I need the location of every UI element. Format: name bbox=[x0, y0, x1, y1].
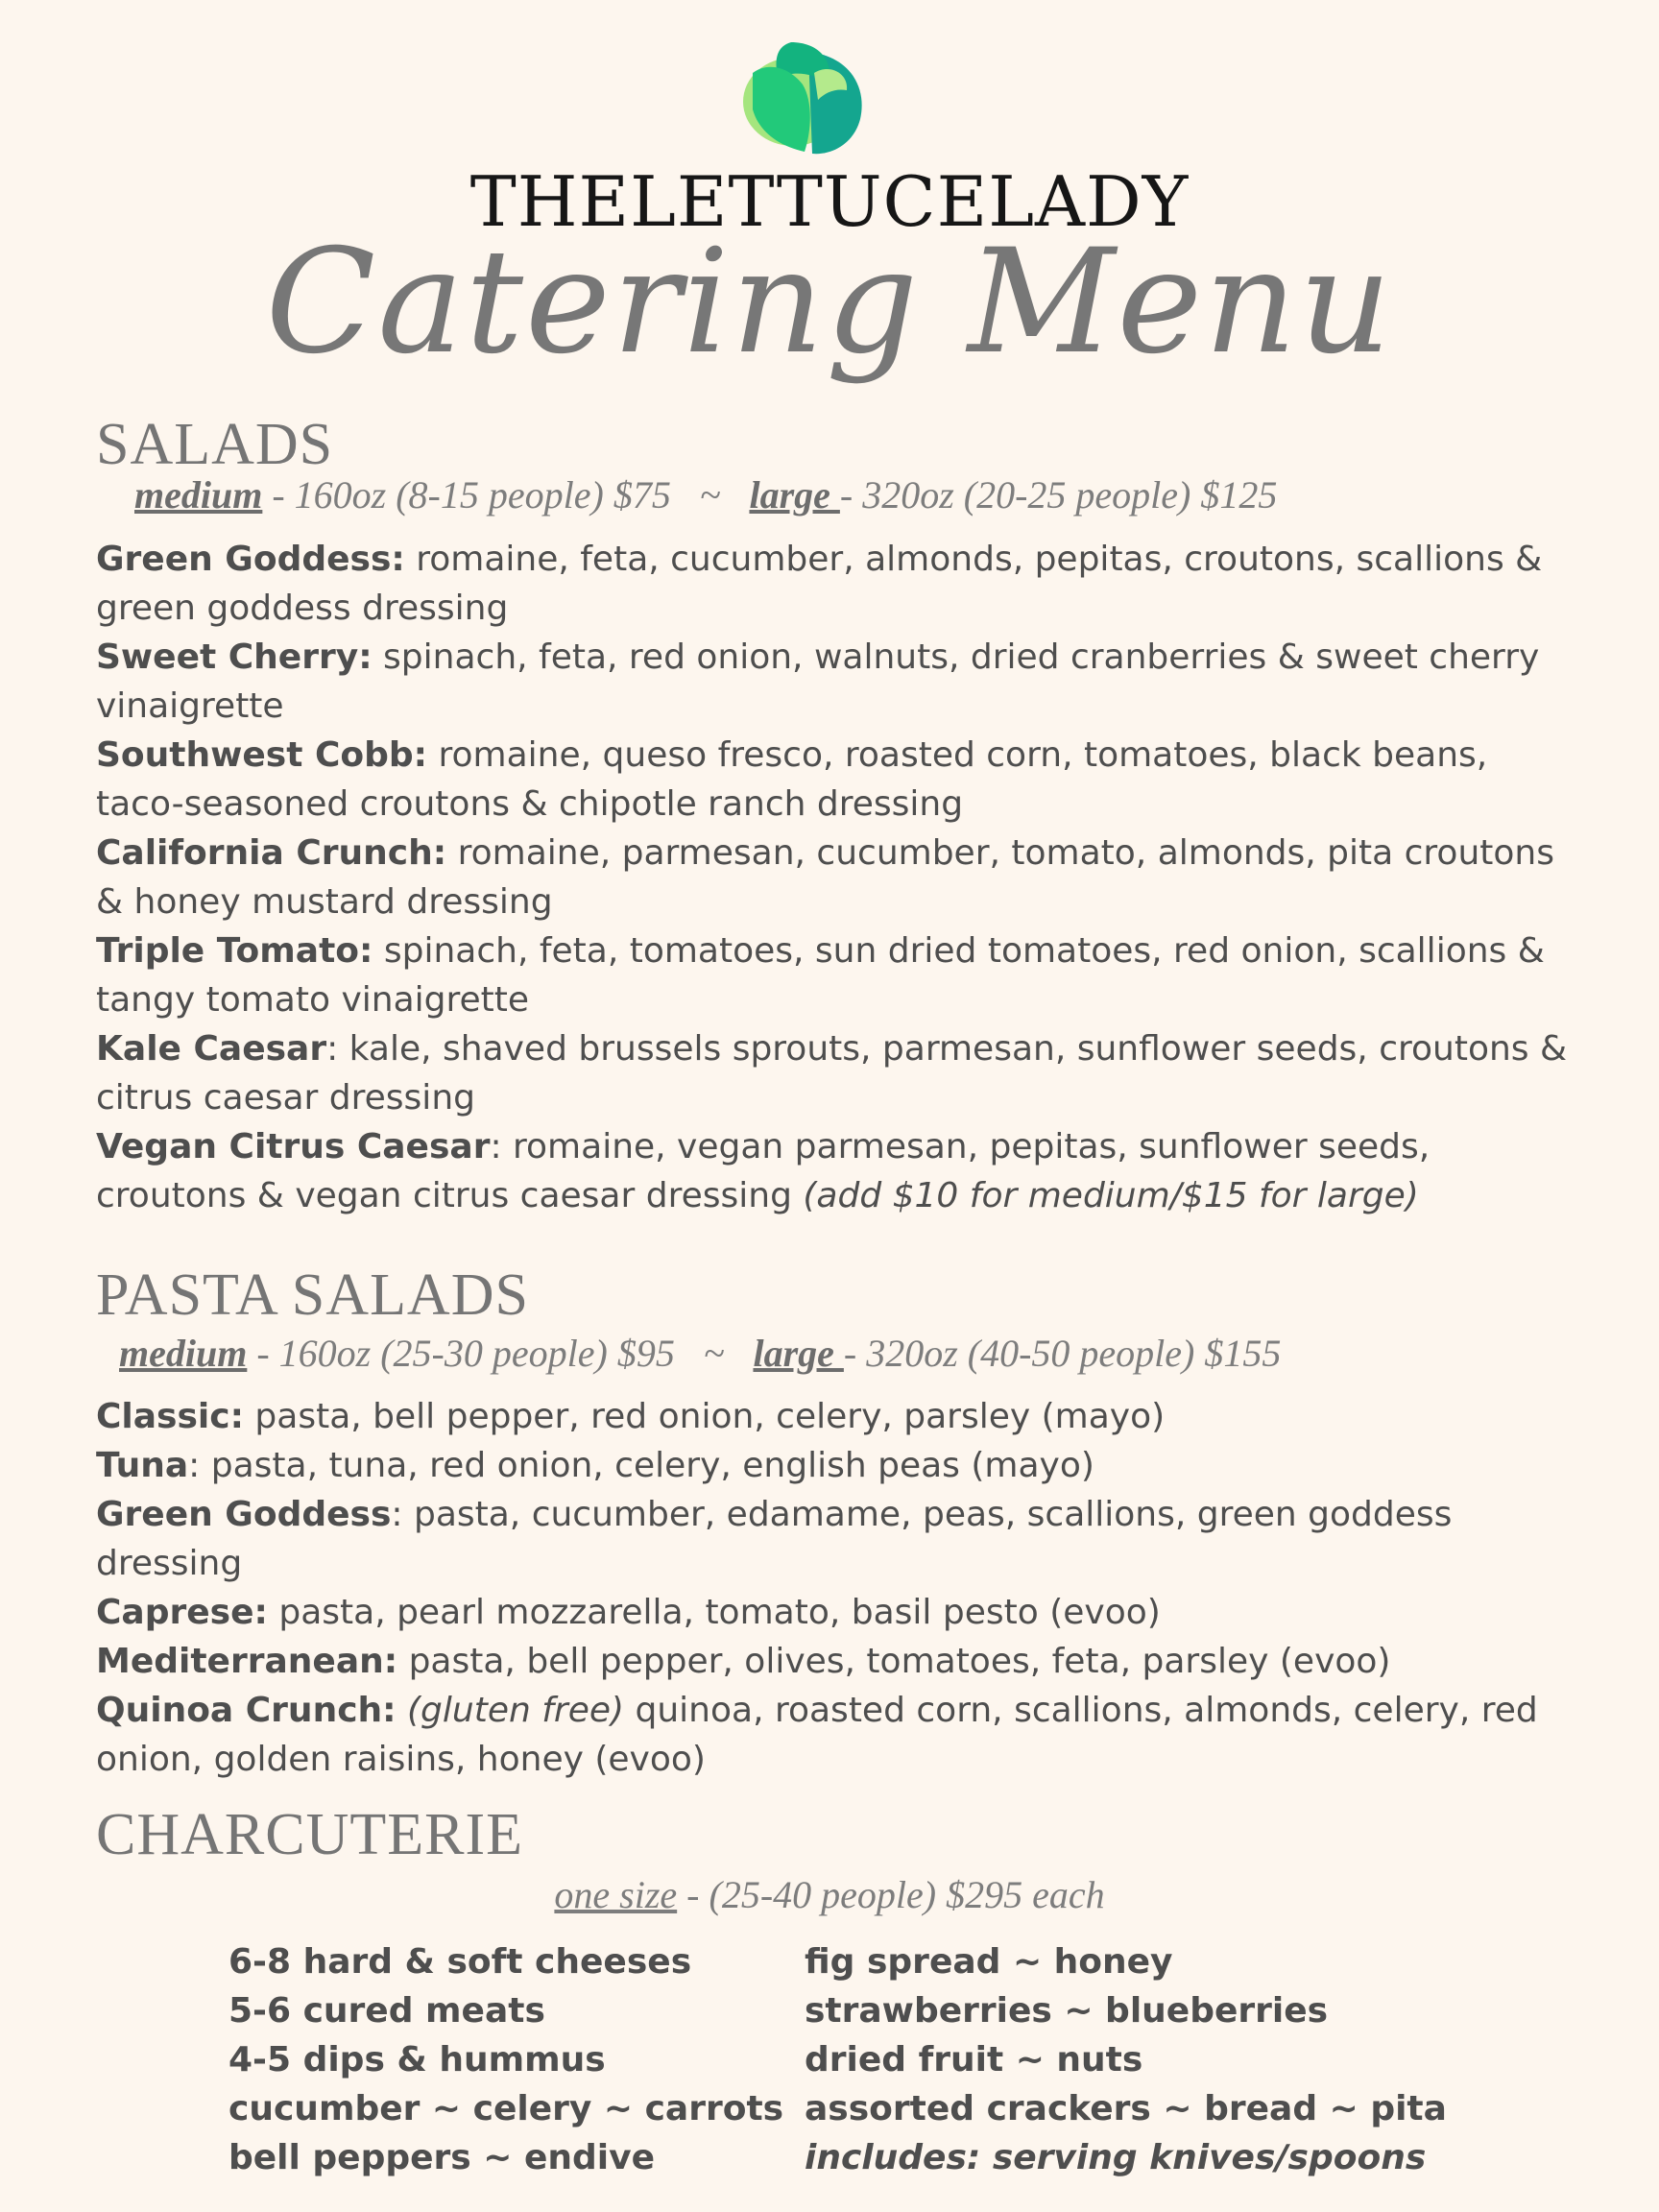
charcuterie-size-label: one size bbox=[554, 1873, 678, 1916]
salad-name: Triple Tomato: bbox=[96, 931, 373, 971]
salad-desc: romaine, queso fresco, roasted corn, tomatoes, black beans, taco-seasoned croutons & chipotle ranch dressing bbox=[96, 735, 1488, 824]
pasta-medium-label: medium bbox=[119, 1332, 248, 1375]
pasta-item bbox=[96, 1686, 1575, 1784]
charcuterie-item: dried fruit ~ nuts bbox=[805, 2040, 1143, 2080]
salad-name: Vegan Citrus Caesar bbox=[96, 1127, 491, 1166]
pasta-name: Green Goddess bbox=[96, 1495, 392, 1534]
pasta-desc: pasta, bell pepper, olives, tomatoes, feta, parsley (evoo) bbox=[397, 1642, 1391, 1681]
salad-name: Green Goddess: bbox=[96, 540, 405, 579]
pasta-item bbox=[96, 1392, 1575, 1441]
brand-wordmark: THELETTUCELADY bbox=[469, 161, 1190, 242]
charcuterie-right-column bbox=[805, 1937, 1447, 2182]
charcuterie-item: strawberries ~ blueberries bbox=[805, 1991, 1329, 2031]
pasta-salads-heading: PASTA SALADS bbox=[96, 1262, 529, 1328]
salads-price-separator: ~ bbox=[699, 473, 721, 517]
salad-desc: romaine, parmesan, cucumber, tomato, almonds, pita croutons & honey mustard dressing bbox=[96, 833, 1554, 922]
pasta-price-separator: ~ bbox=[703, 1332, 725, 1375]
salad-desc: : romaine, vegan parmesan, pepitas, sunflower seeds, croutons & vegan citrus caesar dressing bbox=[96, 1127, 1431, 1215]
charcuterie-item: fig spread ~ honey bbox=[805, 1942, 1173, 1982]
pasta-item bbox=[96, 1490, 1575, 1588]
salad-item bbox=[96, 926, 1575, 1024]
charcuterie-price-line bbox=[0, 1872, 1659, 1917]
salad-item bbox=[96, 731, 1575, 829]
salad-item bbox=[96, 1122, 1575, 1220]
salad-item bbox=[96, 535, 1575, 633]
salad-desc: romaine, feta, cucumber, almonds, pepitas, croutons, scallions & green goddess dressing bbox=[96, 540, 1543, 628]
salad-desc: : kale, shaved brussels sprouts, parmesan, sunflower seeds, croutons & citrus caesar dressing bbox=[96, 1029, 1568, 1118]
pasta-desc: : pasta, tuna, red onion, celery, english peas (mayo) bbox=[188, 1446, 1094, 1485]
salads-heading: SALADS bbox=[96, 412, 334, 477]
charcuterie-item: 6-8 hard & soft cheeses bbox=[228, 1942, 692, 1982]
charcuterie-heading: CHARCUTERIE bbox=[96, 1802, 523, 1867]
salads-medium-label: medium bbox=[134, 473, 263, 517]
catering-menu-title: Catering Menu bbox=[265, 219, 1394, 386]
pasta-name: Mediterranean: bbox=[96, 1642, 398, 1681]
pasta-item bbox=[96, 1441, 1575, 1490]
pasta-name: Classic: bbox=[96, 1397, 244, 1436]
charcuterie-item: assorted crackers ~ bread ~ pita bbox=[805, 2089, 1447, 2128]
pasta-desc: quinoa, roasted corn, scallions, almonds, celery, red onion, golden raisins, honey (evoo) bbox=[96, 1691, 1538, 1779]
charcuterie-item: 4-5 dips & hummus bbox=[228, 2040, 606, 2080]
salad-note: (add $10 for medium/$15 for large) bbox=[803, 1176, 1419, 1215]
pasta-name: Caprese: bbox=[96, 1593, 268, 1632]
salads-large-price: - 320oz (20-25 people) $125 bbox=[839, 473, 1278, 517]
pasta-large-label: large bbox=[753, 1332, 844, 1375]
pasta-name: Tuna bbox=[96, 1446, 189, 1485]
salad-name: Kale Caesar bbox=[96, 1029, 327, 1069]
charcuterie-item: cucumber ~ celery ~ carrots bbox=[228, 2089, 784, 2128]
salad-name: California Crunch: bbox=[96, 833, 447, 873]
salad-item bbox=[96, 1024, 1575, 1122]
salad-desc: spinach, feta, tomatoes, sun dried tomatoes, red onion, scallions & tangy tomato vinaigrette bbox=[96, 931, 1545, 1020]
charcuterie-includes-note: includes: serving knives/spoons bbox=[805, 2138, 1427, 2177]
pasta-desc: pasta, bell pepper, red onion, celery, parsley (mayo) bbox=[243, 1397, 1166, 1436]
pasta-desc: pasta, pearl mozzarella, tomato, basil pesto (evoo) bbox=[267, 1593, 1161, 1632]
salads-large-label: large bbox=[749, 473, 840, 517]
pasta-item bbox=[96, 1588, 1575, 1637]
salad-desc: spinach, feta, red onion, walnuts, dried cranberries & sweet cherry vinaigrette bbox=[96, 637, 1540, 726]
pasta-price-line bbox=[119, 1331, 1281, 1376]
salads-price-line bbox=[134, 472, 1277, 517]
charcuterie-item: bell peppers ~ endive bbox=[228, 2138, 655, 2177]
charcuterie-item: 5-6 cured meats bbox=[228, 1991, 545, 2031]
salads-medium-price: - 160oz (8-15 people) $75 bbox=[262, 473, 671, 517]
pasta-large-price: - 320oz (40-50 people) $155 bbox=[843, 1332, 1282, 1375]
salads-list bbox=[96, 535, 1575, 1220]
pasta-name: Quinoa Crunch: bbox=[96, 1691, 397, 1730]
pasta-note: (gluten free) bbox=[396, 1691, 625, 1730]
pasta-item bbox=[96, 1637, 1575, 1686]
charcuterie-left-column bbox=[228, 1937, 783, 2182]
pasta-list bbox=[96, 1392, 1575, 1784]
salad-name: Sweet Cherry: bbox=[96, 637, 373, 677]
charcuterie-price: - (25-40 people) $295 each bbox=[677, 1873, 1105, 1916]
lettuce-logo-icon bbox=[733, 35, 878, 159]
pasta-desc: : pasta, cucumber, edamame, peas, scallions, green goddess dressing bbox=[96, 1495, 1453, 1583]
salad-name: Southwest Cobb: bbox=[96, 735, 428, 775]
salad-item bbox=[96, 829, 1575, 926]
pasta-medium-price: - 160oz (25-30 people) $95 bbox=[247, 1332, 675, 1375]
salad-item bbox=[96, 633, 1575, 731]
